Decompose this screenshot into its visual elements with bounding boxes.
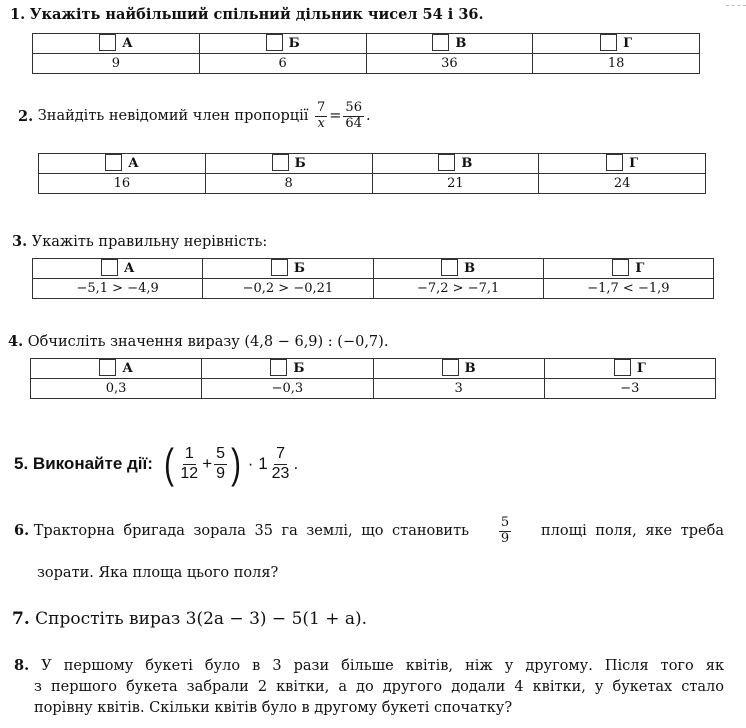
checkbox[interactable]: [600, 34, 617, 51]
checkbox[interactable]: [441, 259, 458, 276]
answer-table-3: [32, 258, 714, 299]
checkbox[interactable]: [105, 154, 122, 171]
option-value: 18: [533, 54, 700, 74]
checkbox[interactable]: [606, 154, 623, 171]
checkbox[interactable]: [432, 34, 449, 51]
question-number: 1.: [10, 6, 26, 23]
option-value: 24: [539, 174, 706, 194]
question-7: [12, 609, 367, 629]
option-value: 0,3: [31, 379, 202, 399]
right-paren: ): [231, 440, 241, 487]
option-a-cell[interactable]: А: [39, 154, 206, 174]
checkbox[interactable]: [442, 359, 459, 376]
checkbox[interactable]: [99, 359, 116, 376]
question-number: 5.: [14, 453, 29, 473]
option-value: 9: [33, 54, 200, 74]
checkbox[interactable]: [101, 259, 118, 276]
question-number: 8.: [14, 657, 30, 674]
question-number: 7.: [12, 609, 30, 629]
checkbox[interactable]: [99, 34, 116, 51]
option-v-cell[interactable]: В: [372, 154, 539, 174]
option-b-cell[interactable]: Б: [199, 34, 366, 54]
checkbox[interactable]: [266, 34, 283, 51]
option-b-cell[interactable]: Б: [202, 359, 373, 379]
option-v-cell[interactable]: В: [366, 34, 533, 54]
question-number: 3.: [12, 233, 28, 250]
checkbox[interactable]: [270, 359, 287, 376]
answer-table-1: [32, 33, 700, 74]
answer-table-2: [38, 153, 706, 194]
fraction: $\frac{56}{64}$: [345, 100, 362, 131]
option-value: −0,3: [202, 379, 373, 399]
checkbox[interactable]: [272, 154, 289, 171]
fraction: $\frac{7}{23}$: [271, 445, 290, 482]
question-text: Знайдіть невідомий член пропорції: [37, 107, 309, 124]
option-h-cell[interactable]: Г: [539, 154, 706, 174]
checkbox[interactable]: [271, 259, 288, 276]
option-b-cell[interactable]: Б: [205, 154, 372, 174]
option-a-cell[interactable]: А: [31, 359, 202, 379]
question-3: [12, 233, 267, 251]
question-8: 8. У першому букеті було в 3 рази більше квітів, ніж у другому. Після того як з першого букета забрали 2 квітки, а до другого додали 4 квітки, у букетах стало порівну квітів. Скільки квітів було в другому букеті спочатку?: [14, 657, 725, 716]
answer-table-4: [30, 358, 716, 399]
fraction: $\frac{1}{12}$: [180, 445, 199, 482]
option-a-cell[interactable]: А: [33, 34, 200, 54]
question-number: 4.: [8, 333, 24, 350]
option-value: −5,1 > −4,9: [33, 279, 203, 299]
question-2: 2. Знайдіть невідомий член пропорції $\frac{7}{x}$ = $\frac{56}{64}$ .: [18, 100, 371, 131]
option-value: 36: [366, 54, 533, 74]
option-v-cell[interactable]: В: [373, 259, 543, 279]
fraction: $\frac{5}{9}$: [500, 515, 510, 546]
option-value: 6: [199, 54, 366, 74]
question-text: Тракторна бригада зорала 35 га землі, що становить: [33, 523, 469, 540]
option-value: −3: [544, 379, 715, 399]
option-value: −7,2 > −7,1: [373, 279, 543, 299]
question-text: Спростіть вираз 3(2a − 3) − 5(1 + a).: [35, 609, 368, 629]
option-value: 3: [373, 379, 544, 399]
option-v-cell[interactable]: В: [373, 359, 544, 379]
question-text: Виконайте дії:: [32, 453, 153, 473]
question-text: Укажіть правильну нерівність:: [31, 234, 268, 250]
option-value: −0,2 > −0,21: [203, 279, 373, 299]
question-1: [10, 6, 484, 24]
question-6-line-1: 6. Тракторна бригада зорала 35 га землі, що становить $\frac{5}{9}$ площі поля, яке треба: [14, 515, 724, 546]
option-a-cell[interactable]: А: [33, 259, 203, 279]
option-h-cell[interactable]: Г: [544, 359, 715, 379]
option-h-cell[interactable]: Г: [543, 259, 713, 279]
left-paren: (: [164, 440, 175, 487]
question-5: 5. Виконайте дії: ( $\frac{1}{12}$ + $\frac{5}{9}$ ) · 1 $\frac{7}{23}$ .: [14, 440, 299, 487]
option-value: 21: [372, 174, 539, 194]
question-4: [8, 333, 388, 351]
checkbox[interactable]: [438, 154, 455, 171]
question-text: Обчисліть значення виразу (4,8 − 6,9) : (−0,7).: [27, 334, 389, 350]
question-6-line-2: зорати. Яка площа цього поля?: [37, 565, 279, 581]
page-edge-rule: [726, 5, 746, 6]
checkbox[interactable]: [614, 359, 631, 376]
option-value: 8: [205, 174, 372, 194]
option-h-cell[interactable]: Г: [533, 34, 700, 54]
question-text: Укажіть найбільший спільний дільник чисел 54 і 36.: [29, 6, 484, 23]
question-number: 6.: [14, 522, 30, 540]
fraction: $\frac{5}{9}$: [216, 445, 226, 482]
checkbox[interactable]: [612, 259, 629, 276]
fraction: $\frac{7}{x}$: [316, 100, 326, 131]
option-value: 16: [39, 174, 206, 194]
option-value: −1,7 < −1,9: [543, 279, 713, 299]
option-b-cell[interactable]: Б: [203, 259, 373, 279]
question-number: 2.: [18, 107, 34, 125]
